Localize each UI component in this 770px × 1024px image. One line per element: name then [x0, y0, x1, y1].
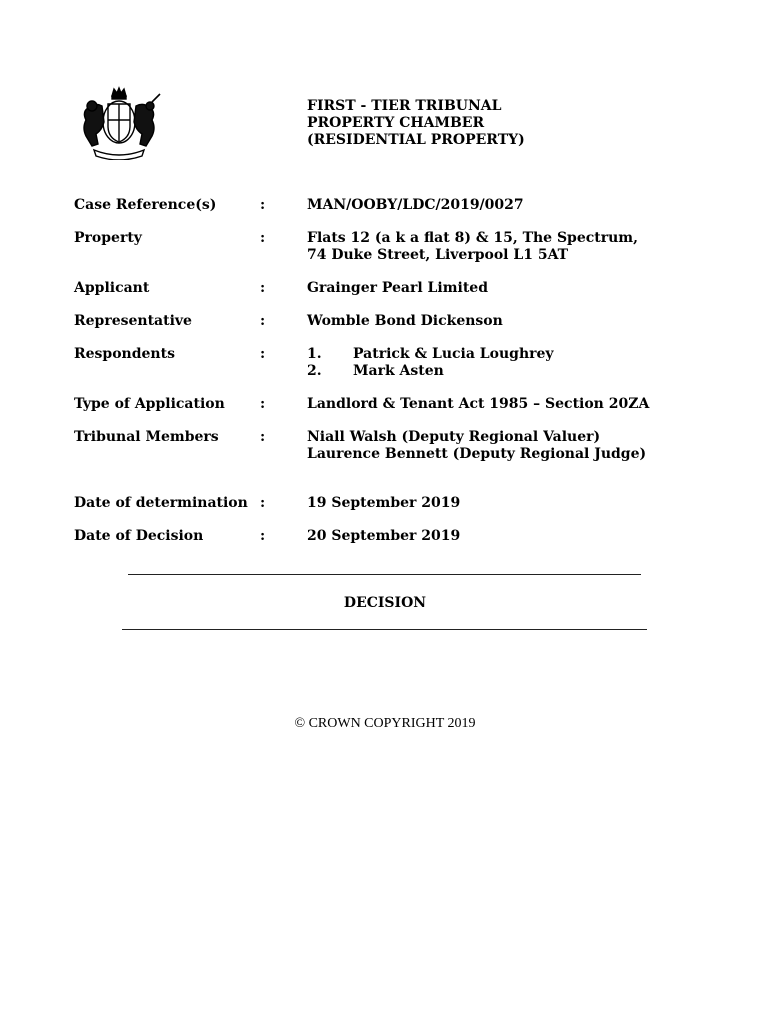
representative-value: Womble Bond Dickenson [307, 313, 503, 329]
field-colon: : [260, 528, 266, 544]
tribunal-members-value [307, 429, 646, 463]
respondents-list [307, 346, 554, 380]
case-reference-value: MAN/OOBY/LDC/2019/0027 [307, 197, 524, 213]
applicant-value: Grainger Pearl Limited [307, 280, 489, 296]
application-type-value: Landlord & Tenant Act 1985 – Section 20ZA [307, 396, 650, 412]
respondent-name: Mark Asten [353, 363, 444, 379]
property-value [307, 230, 638, 264]
respondent-name: Patrick & Lucia Loughrey [353, 346, 554, 362]
field-label: Applicant [74, 280, 150, 296]
tribunal-header [307, 98, 525, 149]
divider-bottom [122, 629, 647, 630]
member-line-2: Laurence Bennett (Deputy Regional Judge) [307, 446, 647, 462]
field-colon: : [260, 495, 266, 511]
field-label: Respondents [74, 346, 175, 362]
decision-heading: DECISION [343, 595, 427, 611]
field-label: Tribunal Members [74, 429, 219, 445]
field-colon: : [260, 313, 266, 329]
chamber-subtitle: (RESIDENTIAL PROPERTY) [307, 132, 525, 148]
list-item [307, 346, 554, 362]
field-label: Date of determination [74, 495, 248, 511]
field-colon: : [260, 396, 266, 412]
determination-date-value: 19 September 2019 [307, 495, 461, 511]
field-label: Property [74, 230, 142, 246]
list-item [307, 363, 444, 379]
tribunal-name: FIRST - TIER TRIBUNAL [307, 98, 502, 114]
list-number: 2. [307, 363, 322, 379]
field-label: Representative [74, 313, 192, 329]
copyright-notice: © CROWN COPYRIGHT 2019 [294, 716, 476, 731]
list-number: 1. [307, 346, 322, 362]
field-label: Case Reference(s) [74, 197, 217, 213]
divider-top [128, 574, 641, 575]
field-colon: : [260, 346, 266, 362]
field-colon: : [260, 280, 266, 296]
property-line-1: Flats 12 (a k a flat 8) & 15, The Spectrum, [307, 230, 638, 246]
field-label: Type of Application [74, 396, 225, 412]
decision-date-value: 20 September 2019 [307, 528, 461, 544]
field-colon: : [260, 429, 266, 445]
field-label: Date of Decision [74, 528, 204, 544]
chamber-name: PROPERTY CHAMBER [307, 115, 485, 131]
member-line-1: Niall Walsh (Deputy Regional Valuer) [307, 429, 601, 445]
field-colon: : [260, 197, 266, 213]
royal-coat-of-arms-icon [72, 86, 166, 160]
property-line-2: 74 Duke Street, Liverpool L1 5AT [307, 247, 569, 263]
field-colon: : [260, 230, 266, 246]
